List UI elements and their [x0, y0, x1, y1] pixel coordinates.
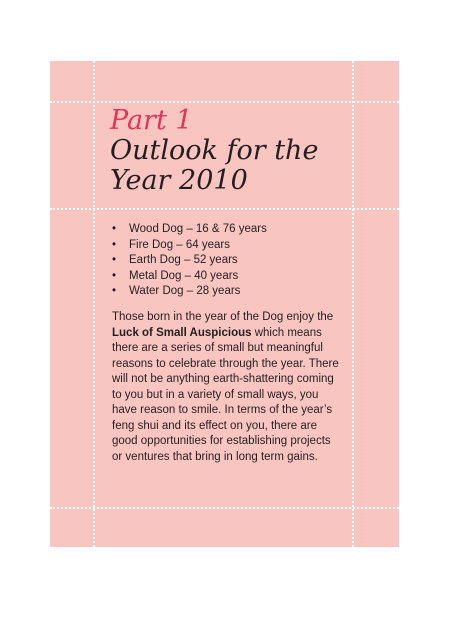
title-main: Outlook for the Year 2010 — [110, 135, 319, 196]
dotted-line-left — [93, 61, 95, 547]
title-part: Part 1 — [110, 105, 193, 136]
paragraph-intro: Those born in the year of the Dog enjoy the — [112, 311, 334, 323]
list-item-text: Fire Dog – 64 years — [129, 238, 230, 251]
dotted-line-right — [352, 61, 354, 547]
age-list — [112, 222, 267, 300]
list-item — [112, 253, 267, 269]
paragraph-rest: which means there are a series of small but meaningful reasons to celebrate through the year. There will not be anything earth-shattering coming to you but in a variety of small ways, you have reason to smile. In terms of the year’s feng shui and its effect on you, there are good opportunities for establishing projects or ventures that bring in long term gains. — [112, 326, 339, 463]
body-paragraph — [112, 310, 342, 465]
list-item-text: Earth Dog – 52 years — [129, 254, 238, 266]
dotted-line-top — [50, 101, 399, 103]
list-item — [112, 284, 267, 300]
bullet-icon: • — [112, 269, 117, 282]
list-item-text: Water Dog – 28 years — [129, 285, 241, 297]
list-item-text: Wood Dog – 16 & 76 years — [129, 223, 267, 235]
page-title — [110, 106, 320, 196]
list-item — [112, 269, 267, 285]
list-item — [112, 238, 267, 254]
dotted-line-bottom — [50, 507, 399, 509]
bullet-icon: • — [112, 238, 117, 251]
luck-highlight: Luck of Small Auspicious — [112, 326, 252, 339]
bullet-icon: • — [112, 285, 117, 297]
dotted-line-middle — [50, 208, 399, 210]
list-item-text: Metal Dog – 40 years — [129, 269, 239, 282]
list-item — [112, 222, 267, 238]
bullet-icon: • — [112, 223, 117, 235]
bullet-icon: • — [112, 254, 117, 266]
